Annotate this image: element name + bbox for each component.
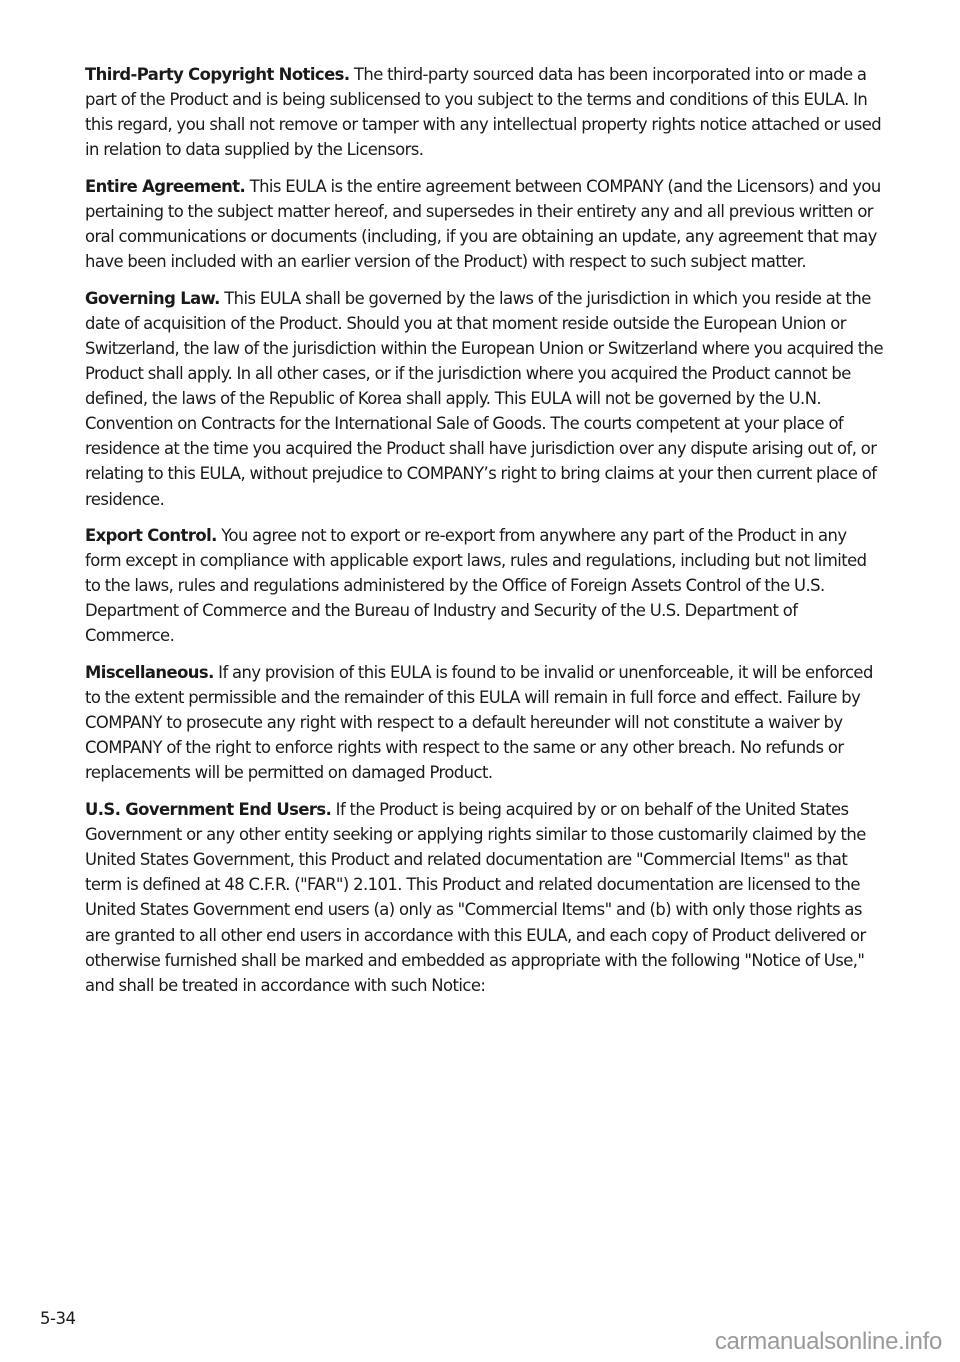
- section-heading: Third-Party Copyright Notices.: [85, 65, 350, 84]
- section-heading: U.S. Government End Users.: [85, 800, 332, 820]
- section-text: This EULA shall be governed by the laws of the jurisdiction in which you reside at the date of acquisition of the Product. Should you at that moment reside outside the European Union or Switzerland, the law of the jurisdiction within the European Union or Switzerland where you acquired the Product shall apply. In all other cases, or if the jurisdiction where you acquired the Product cannot be defined, the laws of the Republic of Korea shall apply. This EULA will not be governed by the U.N. Convention on Contracts for the International Sale of Goods. The courts competent at your place of residence at the time you acquired the Product shall have jurisdiction over any dispute arising out of, or relating to this EULA, without prejudice to COMPANY’s right to bring claims at your then current place of residence.: [85, 288, 884, 509]
- section-text: If the Product is being acquired by or on behalf of the United States Government or any other entity seeking or applying rights similar to those customarily claimed by the United States Government, this Product and related documentation are "Commercial Items" as that term is defined at 48 C.F.R. ("FAR") 2.101. This Product and related documentation are licensed to the United States Government end users (a) only as "Commercial Items" and (b) with only those rights as are granted to all other end users in accordance with this EULA, and each copy of Product delivered or otherwise furnished shall be marked and embedded as appropriate with the following "Notice of Use," and shall be treated in accordance with such Notice:: [85, 800, 866, 995]
- section-entire-agreement: [85, 174, 885, 274]
- section-export-control: [85, 523, 885, 648]
- watermark-link[interactable]: carmanualsonline.info: [714, 1328, 942, 1355]
- section-text: The third-party sourced data has been incorporated into or made a part of the Product and is being sublicensed to you subject to the terms and conditions of this EULA. In this regard, you shall not remove or tamper with any intellectual property rights notice attached or used in relation to data supplied by the Licensors.: [85, 65, 882, 160]
- section-miscellaneous: [85, 660, 885, 785]
- section-governing-law: [85, 286, 885, 512]
- section-heading: Miscellaneous.: [85, 663, 214, 683]
- page-number: 5-34: [40, 1309, 76, 1328]
- section-heading: Entire Agreement.: [85, 176, 246, 196]
- section-text: This EULA is the entire agreement between COMPANY (and the Licensors) and you pertaining to the subject matter hereof, and supersedes in their entirety any and all previous written or oral communications or documents (including, if you are obtaining an update, any agreement that may have been included with an earlier version of the Product) with respect to such subject matter.: [85, 176, 881, 272]
- section-us-government-end-users: [85, 797, 885, 998]
- section-heading: Governing Law.: [85, 288, 220, 308]
- section-third-party-copyright: [85, 62, 885, 162]
- section-heading: Export Control.: [85, 526, 217, 546]
- section-text: If any provision of this EULA is found to be invalid or unenforceable, it will be enforced to the extent permissible and the remainder of this EULA will remain in full force and effect. Failure by COMPANY to prosecute any right with respect to a default hereunder will not constitute a waiver by COMPANY of the right to enforce rights with respect to the same or any other breach. No refunds or replacements will be permitted on damaged Product.: [85, 663, 873, 783]
- section-text: You agree not to export or re-export from anywhere any part of the Product in any form except in compliance with applicable export laws, rules and regulations, including but not limited to the laws, rules and regulations administered by the Office of Foreign Assets Control of the U.S. Department of Commerce and the Bureau of Industry and Security of the U.S. Department of Commerce.: [85, 526, 867, 646]
- document-body: [85, 62, 885, 1009]
